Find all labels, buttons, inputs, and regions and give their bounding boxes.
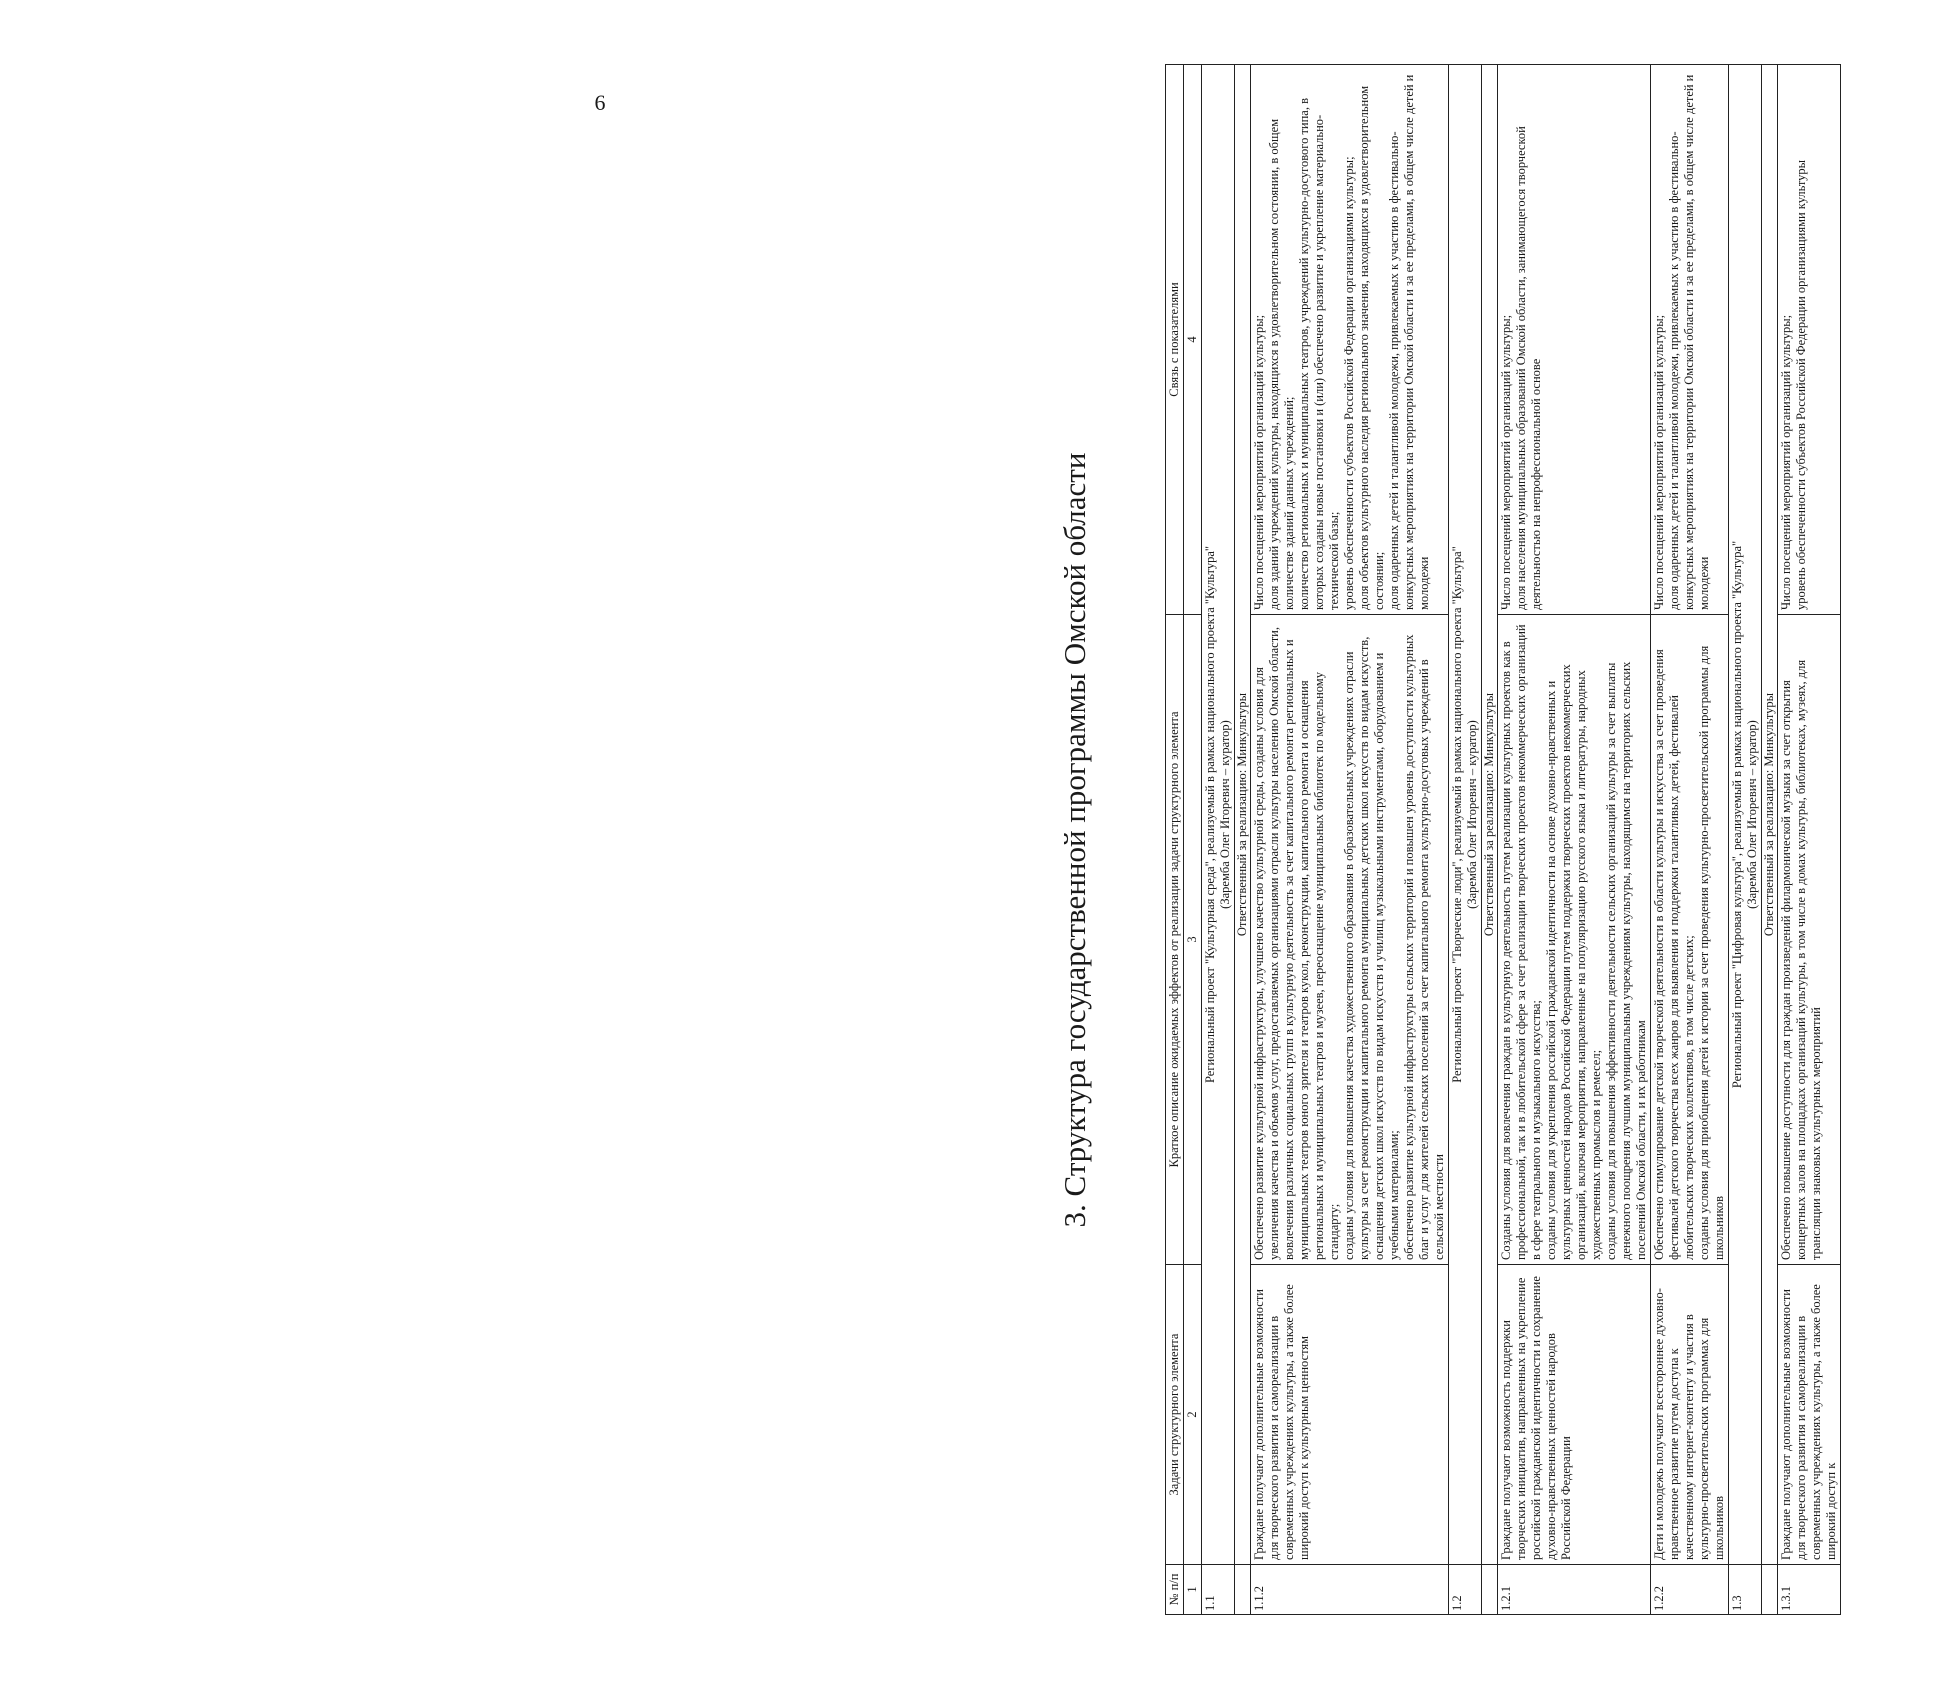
effect-item: Созданы условия для вовлечения граждан в культурную деятельность путем реализации культурных проектов как в профессиональной, так и в любительской сфере за счет реализации творческих проектов некоммерческих организаций в сфере театрального и музыкального искусства; bbox=[1499, 624, 1543, 1260]
effect-item: Обеспечено повышение доступности для граждан произведений филармонической музыки за счет открытия концертных залов на площадках организаций культуры, в том числе в домах культуры, библиотеках, музеях, для трансляции знаковых культурных мероприятий bbox=[1779, 659, 1823, 1260]
project-number: 1.3 bbox=[1729, 1565, 1762, 1615]
project-curator: (Заремба Олег Игоревич – куратор) bbox=[1218, 720, 1232, 909]
indicators-cell bbox=[1651, 65, 1729, 615]
effects-cell bbox=[1651, 615, 1729, 1265]
task-text: Дети и молодежь получают всестороннее духовно-нравственное развитие путем доступа к качественному интернет-контенту и участия в культурно-просветительских программах для школьников bbox=[1651, 1265, 1729, 1565]
responsible-row bbox=[1482, 65, 1498, 1615]
indicator-item: уровень обеспеченности субъектов Российской Федерации организациями культуры; bbox=[1342, 156, 1356, 610]
indicator-item: Число посещений мероприятий организаций культуры; bbox=[1652, 314, 1666, 610]
row-number: 1.1.2 bbox=[1251, 1565, 1449, 1615]
indicator-item: Число посещений мероприятий организаций культуры; bbox=[1499, 314, 1513, 610]
indicator-item: доля одаренных детей и талантливой молодежи, привлекаемых к участию в фестивально-конкурсных мероприятиях на территории Омской области и за ее пределами, в общем числе детей и молодежи bbox=[1667, 74, 1711, 610]
project-heading bbox=[1202, 65, 1235, 1565]
effect-item: созданы условия для повышения эффективности деятельности сельских организаций культуры за счет выплаты денежного поощрения лучшим муниципальным учреждениям культуры, находящимся на территориях сельских поселений Омской области, и их работникам bbox=[1604, 661, 1648, 1260]
indicators-cell bbox=[1251, 65, 1449, 615]
rotated-landscape-content bbox=[1055, 65, 1935, 1615]
project-row bbox=[1449, 65, 1482, 1615]
empty-cell bbox=[1235, 1565, 1251, 1615]
effects-cell bbox=[1498, 615, 1651, 1265]
indicator-item: количество региональных и муниципальных театров, учреждений культурно-досугового типа, в которых созданы новые постановки и (или) обеспечено развитие и укрепление материально-технической базы; bbox=[1297, 98, 1341, 610]
column-number: 1 bbox=[1184, 1565, 1202, 1615]
header-tasks: Задачи структурного элемента bbox=[1166, 1265, 1184, 1565]
header-number: № п/п bbox=[1166, 1565, 1184, 1615]
effect-item: Обеспечено развитие культурной инфраструктуры, улучшено качество культурной среды, созданы условия для увеличения качества и объемов услуг, предоставляемых организациями отрасли культуры населению Омской области, вовлечения различных социальных групп в культурную деятельность за счет капитального ремонта региональных и муниципальных театров юного зрителя и театров кукол, реконструкции, капитального ремонта и оснащения региональных и муниципальных театров и музеев, переоснащение муниципальных библиотек по модельному стандарту; bbox=[1252, 626, 1341, 1260]
indicators-cell bbox=[1778, 65, 1841, 615]
responsible-text: Ответственный за реализацию: Минкультуры bbox=[1235, 65, 1251, 1565]
project-row bbox=[1202, 65, 1235, 1615]
page-number: 6 bbox=[594, 90, 606, 115]
effects-cell bbox=[1778, 615, 1841, 1265]
table-row bbox=[1498, 65, 1651, 1615]
indicator-item: Число посещений мероприятий организаций культуры; bbox=[1252, 314, 1266, 610]
structure-table bbox=[1165, 64, 1841, 1615]
indicator-item: доля одаренных детей и талантливой молодежи, привлекаемых к участию в фестивально-конкурсных мероприятиях на территории Омской области и за ее пределами, в общем числе детей и молодежи bbox=[1387, 74, 1431, 610]
indicator-item: уровень обеспеченности субъектов Российской Федерации организациями культуры bbox=[1794, 159, 1808, 610]
project-number: 1.1 bbox=[1202, 1565, 1235, 1615]
column-number: 2 bbox=[1184, 1265, 1202, 1565]
effect-item: Обеспечено стимулирование детской творческой деятельности в области культуры и искусства за счет проведения фестивалей детского творчества всех жанров для выявления и поддержки талантливых детей, фестивалей любительских творческих коллективов, в том числе детских; bbox=[1652, 649, 1696, 1260]
project-heading bbox=[1449, 65, 1482, 1565]
section-title: 3. Структура государственной программы Омской области bbox=[1057, 452, 1092, 1228]
table-row bbox=[1651, 65, 1729, 1615]
indicator-item: доля зданий учреждений культуры, находящихся в удовлетворительном состоянии, в общем количестве зданий данных учреждений; bbox=[1267, 118, 1296, 610]
structure-table-wrapper bbox=[1165, 65, 1935, 1615]
effects-cell bbox=[1251, 615, 1449, 1265]
project-number: 1.2 bbox=[1449, 1565, 1482, 1615]
column-number: 4 bbox=[1184, 65, 1202, 615]
effect-item: созданы условия для приобщения детей к истории за счет проведения культурно-просветительской программы для школьников bbox=[1697, 645, 1726, 1260]
empty-cell bbox=[1482, 1565, 1498, 1615]
project-heading bbox=[1729, 65, 1762, 1565]
row-number: 1.2.2 bbox=[1651, 1565, 1729, 1615]
effect-item: созданы условия для повышения качества художественного образования в образовательных учреждениях отрасли культуры за счет реконструкции и капитального ремонта муниципальных детских школ искусств по видам искусств, оснащения детских школ искусств по видам искусств и училищ музыкальными инструментами, оборудованием и учебными материалами; bbox=[1342, 636, 1401, 1260]
header-effects: Краткое описание ожидаемых эффектов от реализации задачи структурного элемента bbox=[1166, 615, 1184, 1265]
header-indicators: Связь с показателями bbox=[1166, 65, 1184, 615]
effect-item: обеспечено развитие культурной инфраструктуры сельских территорий и повышен уровень доступности культурных благ и услуг для жителей сельских поселений за счет капитального ремонта культурно-досуговых учреждений в сельской местности bbox=[1402, 634, 1446, 1260]
responsible-text: Ответственный за реализацию: Минкультуры bbox=[1482, 65, 1498, 1565]
indicator-item: Число посещений мероприятий организаций культуры; bbox=[1779, 314, 1793, 610]
indicator-item: доля населения муниципальных образований Омской области, занимающегося творческой деятельностью на непрофессиональной основе bbox=[1514, 126, 1543, 610]
effect-item: созданы условия для укрепления российской гражданской идентичности на основе духовно-нравственных и культурных ценностей народов Российской Федерации путем поддержки творческих проектов некоммерческих организаций, включая мероприятия, направленные на популяризацию русского языка и литературы, народных художественных промыслов и ремесел; bbox=[1544, 664, 1603, 1260]
column-number: 3 bbox=[1184, 615, 1202, 1265]
project-title: Региональный проект "Творческие люди", реализуемый в рамках национального проекта "Культура" bbox=[1450, 546, 1464, 1083]
task-text: Граждане получают дополнительные возможности для творческого развития и самореализации в современных учреждениях культуры, а также более широкий доступ к культурным ценностям bbox=[1251, 1265, 1449, 1565]
project-curator: (Заремба Олег Игоревич – куратор) bbox=[1465, 720, 1479, 909]
table-row bbox=[1251, 65, 1449, 1615]
project-title: Региональный проект "Культурная среда", реализуемый в рамках национального проекта "Культура" bbox=[1203, 546, 1217, 1083]
responsible-text: Ответственный за реализацию: Минкультуры bbox=[1762, 65, 1778, 1565]
responsible-row bbox=[1762, 65, 1778, 1615]
table-row bbox=[1778, 65, 1841, 1615]
responsible-row bbox=[1235, 65, 1251, 1615]
indicator-item: доля объектов культурного наследия регионального значения, находящихся в удовлетворительном состоянии; bbox=[1357, 85, 1386, 610]
column-number-row bbox=[1184, 65, 1202, 1615]
indicators-cell bbox=[1498, 65, 1651, 615]
project-title: Региональный проект "Цифровая культура", реализуемый в рамках национального проекта "Культура" bbox=[1730, 540, 1744, 1089]
task-text: Граждане получают дополнительные возможности для творческого развития и самореализации в современных учреждениях культуры, а также более широкий доступ к bbox=[1778, 1265, 1841, 1565]
row-number: 1.2.1 bbox=[1498, 1565, 1651, 1615]
task-text: Граждане получают возможность поддержки творческих инициатив, направленных на укрепление российской гражданской идентичности и сохранение духовно-нравственных ценностей народов Российской Федерации bbox=[1498, 1265, 1651, 1565]
table-header-row bbox=[1166, 65, 1184, 1615]
project-curator: (Заремба Олег Игоревич – куратор) bbox=[1745, 720, 1759, 909]
empty-cell bbox=[1762, 1565, 1778, 1615]
project-row bbox=[1729, 65, 1762, 1615]
row-number: 1.3.1 bbox=[1778, 1565, 1841, 1615]
